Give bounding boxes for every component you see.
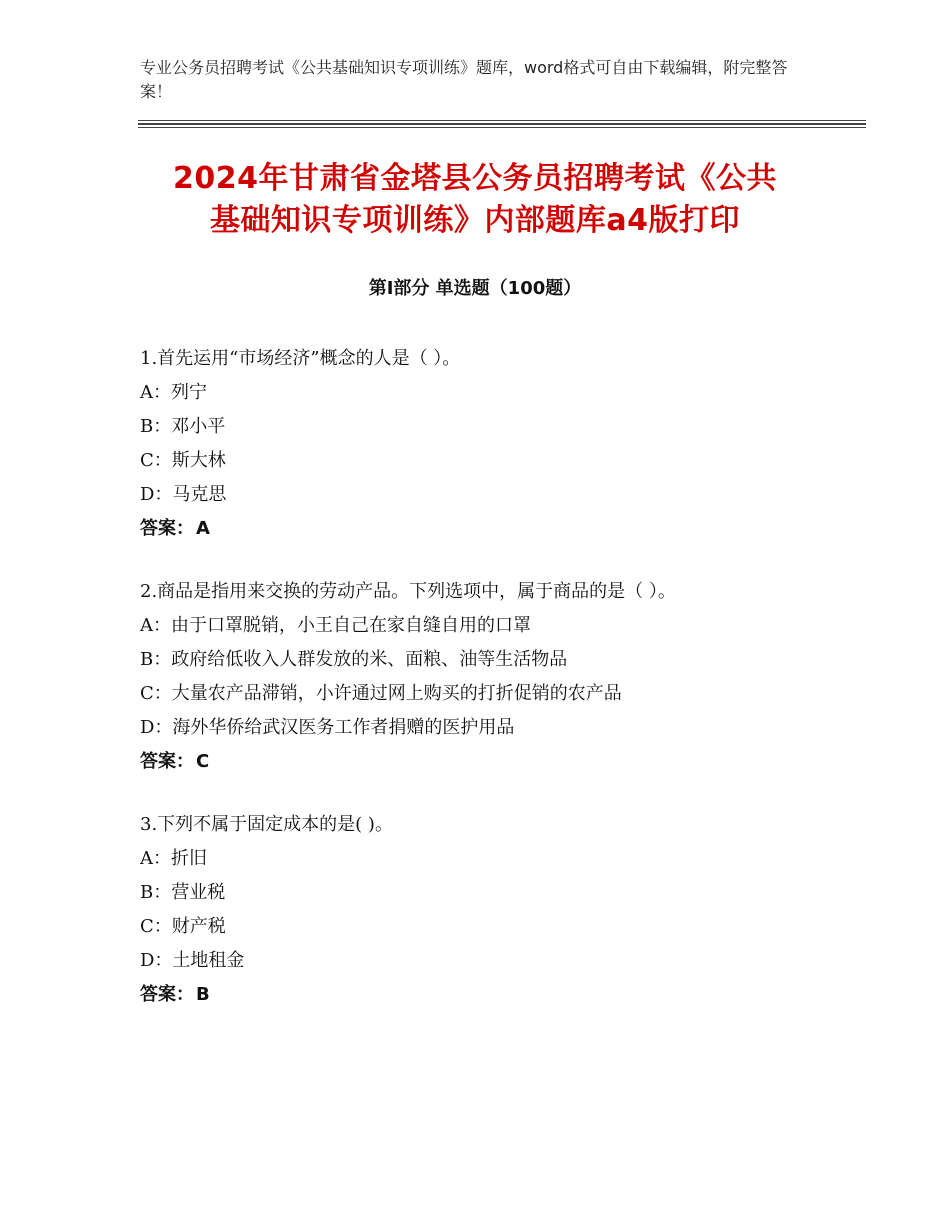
question-3	[140, 808, 840, 1012]
answer-label: 答案：	[140, 751, 194, 772]
answer-label: 答案：	[140, 518, 194, 539]
answer-value: A	[196, 518, 210, 539]
option-d: D：海外华侨给武汉医务工作者捐赠的医护用品	[140, 717, 515, 738]
answer-label: 答案：	[140, 984, 194, 1005]
header-note: 专业公务员招聘考试《公共基础知识专项训练》题库，word格式可自由下载编辑，附完整答案！	[140, 58, 788, 101]
option-a: A：由于口罩脱销，小王自己在家自缝自用的口罩	[140, 615, 531, 636]
option-d: D：马克思	[140, 484, 227, 505]
title-line-2: 基础知识专项训练》内部题库a4版打印	[209, 203, 741, 238]
option-b: B：邓小平	[140, 416, 226, 437]
question-1	[140, 342, 840, 546]
answer-line	[140, 745, 840, 779]
header-rule-middle	[138, 123, 866, 125]
option-b: B：政府给低收入人群发放的米、面粮、油等生活物品	[140, 649, 568, 670]
option-a: A：折旧	[140, 848, 207, 869]
question-stem: 3.下列不属于固定成本的是( )。	[140, 814, 393, 835]
option-c: C：财产税	[140, 916, 226, 937]
option-a: A：列宁	[140, 382, 207, 403]
answer-value: B	[196, 984, 210, 1005]
question-2	[140, 575, 840, 779]
option-d: D：土地租金	[140, 950, 245, 971]
section-title: 第I部分 单选题（100题）	[368, 278, 582, 299]
answer-line	[140, 512, 840, 546]
document-title	[110, 158, 840, 242]
title-line-1: 2024年甘肃省金塔县公务员招聘考试《公共	[173, 161, 777, 196]
option-c: C：斯大林	[140, 450, 226, 471]
header-rule-top	[138, 120, 866, 121]
option-b: B：营业税	[140, 882, 226, 903]
option-c: C：大量农产品滞销，小许通过网上购买的打折促销的农产品	[140, 683, 622, 704]
question-stem: 1.首先运用“市场经济”概念的人是（ ）。	[140, 348, 461, 369]
question-stem: 2.商品是指用来交换的劳动产品。下列选项中，属于商品的是（ ）。	[140, 581, 676, 602]
question-list	[140, 342, 840, 1041]
answer-value: C	[196, 751, 210, 772]
answer-line	[140, 978, 840, 1012]
header-rule-bottom	[138, 127, 866, 128]
